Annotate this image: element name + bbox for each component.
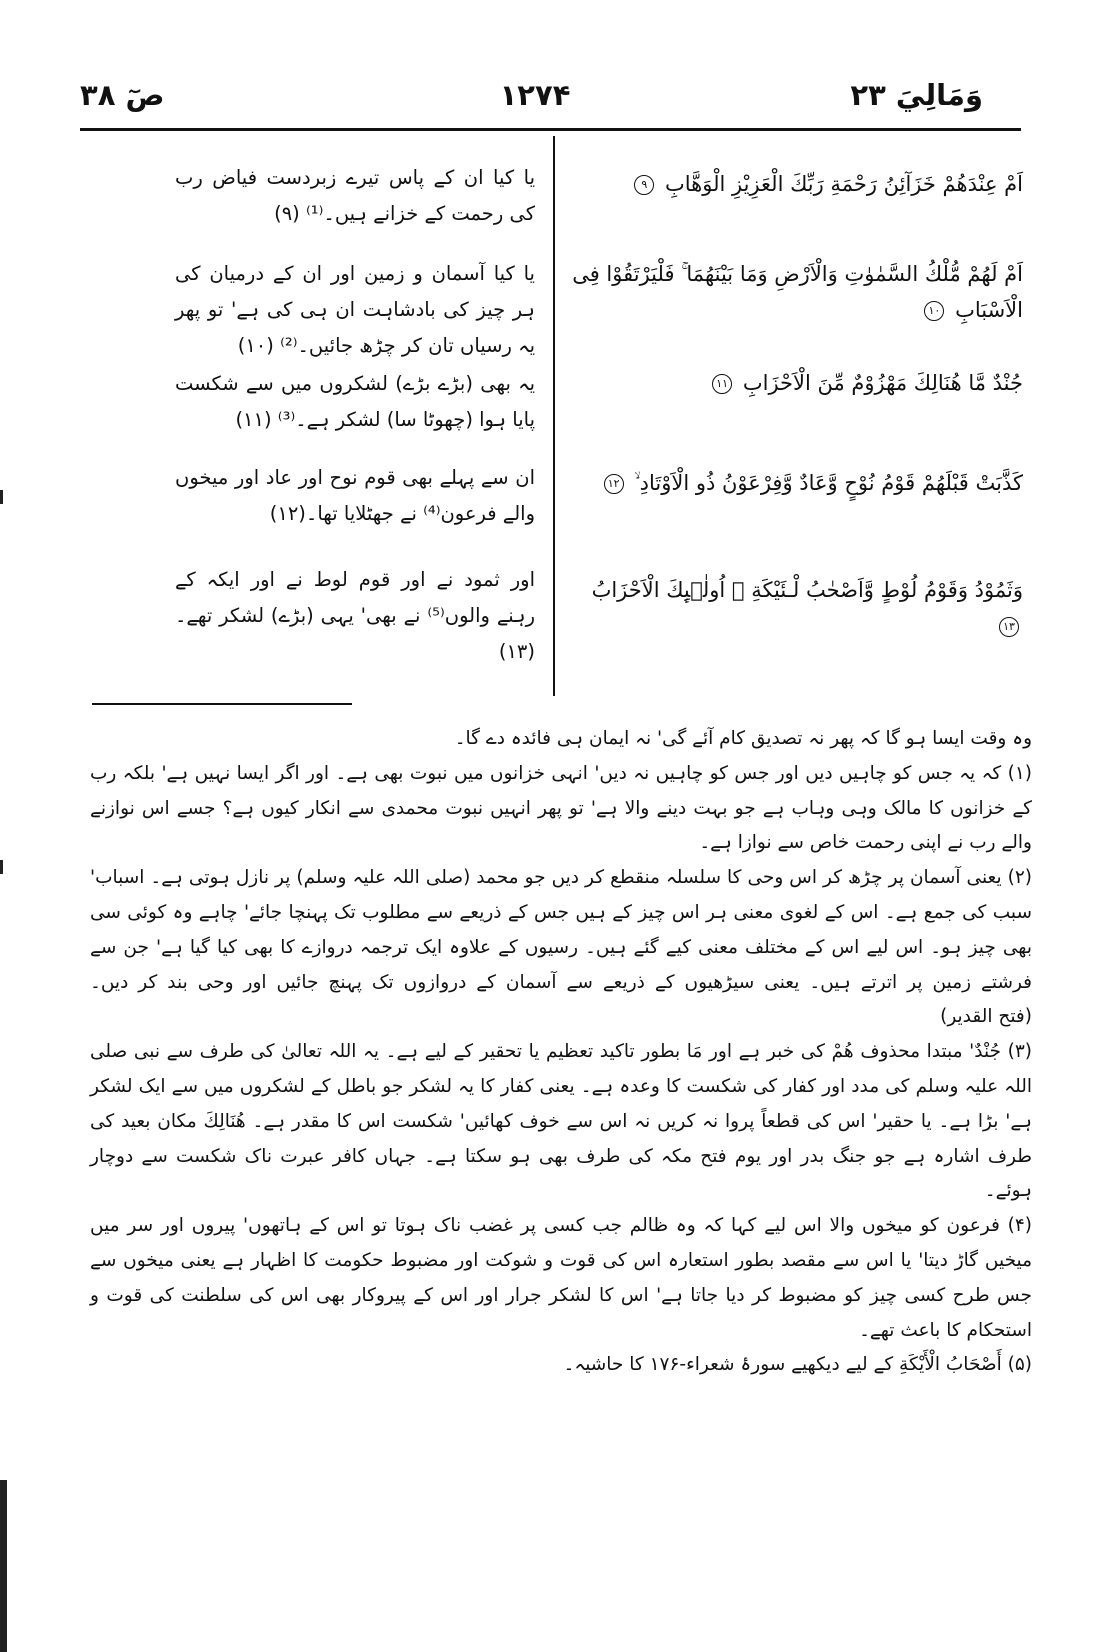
footnote-4: (۴) فرعون کو میخوں والا اس لیے کہا کہ وہ ظالم جب کسی پر غضب ناک ہوتا تو اس کے ہاتھوں' پیروں اور سر میں میخیں گاڑ دیتا' یا اس سے مقصد بطور استعارہ اس کی قوت و شوکت اور مضبوط حکومت کا اظہار ہے یعنی میخوں سے جس طرح کسی چیز کو مضبوط کر دیا جاتا ہے' اس کا لشکر جرار اور اس کے پیروکار بھی اس کی سلطنت کی قوت و استحکام کا باعث تھے۔ (90, 1215, 1032, 1341)
surah-marker: صٓ ۳۸ (80, 78, 165, 112)
footnote-3: (۳) جُنْدٌ' مبتدا محذوف هُمْ کی خبر ہے اور مَا بطور تاکید تعظیم یا تحقیر کے لیے ہے۔ یہ اللہ تعالیٰ کی طرف سے نبی صلی اللہ علیہ وسلم کی مدد اور کفار کی شکست کا وعدہ ہے۔ یعنی کفار کا یہ لشکر جو باطل کے لشکروں میں سے ایک لشکر ہے' بڑا ہے۔ یا حقیر' اس کی قطعاً پروا نہ کریں نہ اس سے خوف کھائیں' شکست اس کا مقدر ہے۔ هُنَالِكَ مکان بعید کی طرف اشارہ ہے جو جنگ بدر اور یوم فتح مکہ کی طرف بھی ہو سکتا ہے۔ جہاں کافر عبرت ناک شکست سے دوچار ہوئے۔ (90, 1041, 1032, 1202)
footnote-1: (۱) کہ یہ جس کو چاہیں دیں اور جس کو چاہیں نہ دیں' انہی خزانوں میں نبوت بھی ہے۔ اور اگر ایسا نہیں ہے' بلکہ رب کے خزانوں کا مالک وہی وہاب ہے جو بہت دینے والا ہے' تو پھر انہیں نبوت محمدی سے انکار کیوں ہے؟ جسے اس نوازنے والے رب نے اپنی رحمت خاص سے نوازا ہے۔ (90, 762, 1032, 854)
verse-text: اَمْ لَهُمْ مُّلْكُ السَّمٰوٰتِ وَالْاَرْضِ وَمَا بَيْنَهُمَا ۚ فَلْيَرْتَقُوْا فِى الْاَسْبَابِ (572, 262, 1023, 322)
verse-text: اَمْ عِنْدَهُمْ خَزَآئِنُ رَحْمَةِ رَبِّكَ الْعَزِيْزِ الْوَهَّابِ (665, 172, 1023, 196)
scan-edge-shadow (0, 1480, 7, 1652)
translation-12: ان سے پہلے بھی قوم نوح اور عاد اور میخوں والے فرعون⁽⁴⁾ نے جھٹلایا تھا۔(۱۲) (175, 466, 535, 525)
translation-10: یا کیا آسمان و زمین اور ان کے درمیان کی ہر چیز کی بادشاہت ان ہی کی ہے' تو پھر یہ رسیاں تان کر چڑھ جائیں۔⁽²⁾ (۱۰) (175, 262, 535, 357)
header-rule (80, 128, 1021, 131)
verse-11 (563, 365, 1023, 401)
page-number: ۱۲۷۴ (499, 78, 571, 112)
ayah-number-mark: ۱۱ (712, 374, 732, 394)
column-divider (553, 136, 555, 696)
footnote-rule (92, 703, 352, 705)
translation-11: یہ بھی (بڑے بڑے) لشکروں میں سے شکست پایا ہوا (چھوٹا سا) لشکر ہے۔⁽³⁾ (۱۱) (175, 372, 535, 431)
ayah-number-mark: ۹ (634, 175, 654, 195)
ayah-number-mark: ۱۲ (604, 474, 624, 494)
translation-13: اور ثمود نے اور قوم لوط نے اور ایکہ کے رہنے والوں⁽⁵⁾ نے بھی' یہی (بڑے) لشکر تھے۔(۱۳) (175, 568, 535, 663)
verse-9 (563, 166, 1023, 202)
verse-10 (563, 256, 1023, 328)
verse-text: كَذَّبَتْ قَبْلَهُمْ قَوْمُ نُوْحٍ وَّعَادٌ وَّفِرْعَوْنُ ذُو الْاَوْتَادِ ۙ (634, 471, 1023, 495)
verse-13 (563, 572, 1023, 644)
footnote-5: (۵) أَصْحَابُ الْأَيْكَةِ کے لیے دیکھیے سورۂ شعراء-۱۷۶ کا حاشیہ۔ (563, 1354, 1032, 1376)
verse-text: جُنْدٌ مَّا هُنَالِكَ مَهْزُوْمٌ مِّنَ الْاَحْزَابِ (742, 371, 1023, 395)
ayah-number-mark: ۱۳ (999, 617, 1019, 637)
ayah-number-mark: ۱۰ (924, 301, 944, 321)
footnote-2-citation: (فتح القدیر) (940, 1006, 1032, 1028)
scan-mark (0, 490, 3, 504)
footnote-2-text: (۲) یعنی آسمان پر چڑھ کر اس وحی کا سلسلہ منقطع کر دیں جو محمد (صلی اللہ علیہ وسلم) پر نازل ہوتی ہے۔ اسباب' سبب کی جمع ہے۔ اس کے لغوی معنی ہر اس چیز کے ہیں جس کے ذریعے سے مطلوب تک پہنچا جائے' چاہے وہ کوئی سی بھی چیز ہو۔ اس لیے اس کے مختلف معنی کیے گئے ہیں۔ رسیوں کے علاوہ ایک ترجمہ دروازے کا بھی کیا گیا ہے' جن سے فرشتے زمین پر اترتے ہیں۔ یعنی سیڑھیوں کے ذریعے سے آسمان کے دروازوں تک پہنچ جائیں اور وحی بند کر دیں۔ (90, 867, 1032, 993)
footnotes (90, 722, 1032, 1383)
footnote-2 (90, 861, 1032, 1035)
scan-mark (0, 860, 3, 874)
verse-text: وَثَمُوْدُ وَقَوْمُ لُوْطٍ وَّاَصْحٰبُ لْـئَيْكَةِ ۭ اُولٰۗىِٕكَ الْاَحْزَابُ (591, 578, 1023, 602)
verse-12 (563, 465, 1023, 501)
juz-name: وَمَالِيَ ۲۳ (850, 78, 983, 112)
footnote-intro: وہ وقت ایسا ہو گا کہ پھر نہ تصدیق کام آئے گی' نہ ایمان ہی فائدہ دے گا۔ (454, 728, 1032, 749)
translation-9: یا کیا ان کے پاس تیرے زبردست فیاض رب کی رحمت کے خزانے ہیں۔⁽¹⁾ (۹) (175, 166, 535, 225)
